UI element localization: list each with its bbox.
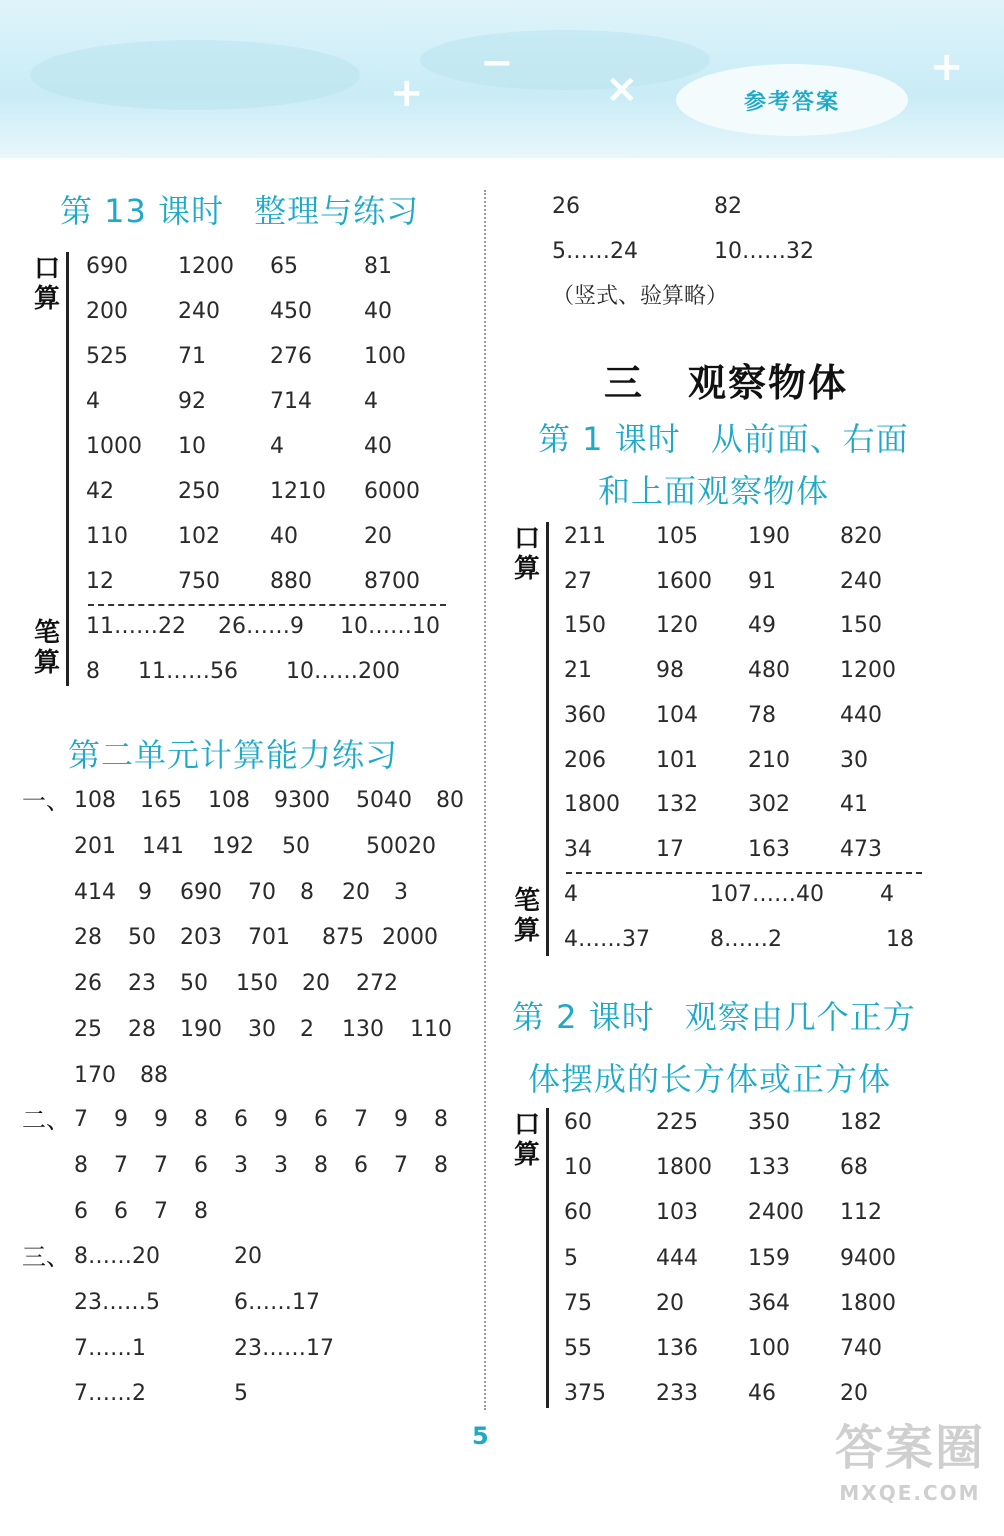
bisuan-char: 笔 <box>33 618 60 648</box>
answer-value: 12 <box>86 569 114 594</box>
answer-value: 150 <box>564 613 606 639</box>
kousuan-char: 口 <box>33 254 60 284</box>
answer-value: 70 <box>248 879 276 905</box>
answer-value: 5……24 <box>552 239 638 264</box>
answer-key-label: 参考答案 <box>743 89 840 115</box>
answer-value: 107……40 <box>710 882 824 907</box>
answer-value: 132 <box>656 792 698 818</box>
answer-value: 203 <box>180 925 222 951</box>
answer-row <box>0 1108 1004 1138</box>
answer-row <box>0 387 1004 417</box>
answer-value: 1600 <box>656 568 712 594</box>
answer-value: 9 <box>114 1107 128 1132</box>
answer-value: 1000 <box>86 434 142 459</box>
part3-prefix: 三、 <box>22 1243 70 1271</box>
answer-value: 350 <box>748 1110 790 1135</box>
answer-value: 18 <box>886 927 914 952</box>
answer-value: 20 <box>656 1290 684 1316</box>
answer-value: 50 <box>180 971 208 997</box>
answer-value: 9 <box>274 1107 288 1132</box>
answer-value: 11……56 <box>138 659 238 684</box>
answer-value: 7……1 <box>74 1335 146 1361</box>
answer-value: 6 <box>194 1152 208 1178</box>
answer-value: 11……22 <box>86 614 186 639</box>
answer-value: 101 <box>656 747 698 773</box>
answer-value: 1800 <box>840 1290 896 1316</box>
header-banner <box>0 0 1004 158</box>
answer-value: 68 <box>840 1155 868 1181</box>
answer-value: 9 <box>138 879 152 905</box>
answer-row <box>0 835 1004 865</box>
answer-value: 2400 <box>748 1200 804 1226</box>
watermark-site: MXQE.COM <box>839 1481 981 1505</box>
answer-value: 880 <box>270 569 312 594</box>
answer-row <box>0 701 1004 731</box>
bisuan-char: 笔 <box>513 886 540 916</box>
answer-value: 4 <box>880 882 894 907</box>
answer-value: 34 <box>564 836 592 862</box>
answer-value: 4 <box>270 434 284 459</box>
answer-value: 192 <box>212 833 254 859</box>
answer-value: 4 <box>86 389 100 414</box>
answer-value: 525 <box>86 344 128 369</box>
answer-value: 49 <box>748 613 776 639</box>
lesson1-topic: 从前面、右面 <box>710 420 909 458</box>
answer-value: 80 <box>436 788 464 813</box>
answer-value: 1800 <box>656 1155 712 1181</box>
answer-value: 3 <box>394 879 408 905</box>
answer-value: 201 <box>74 833 116 859</box>
answer-value: 92 <box>178 389 206 414</box>
answer-value: 1200 <box>840 658 896 684</box>
answer-value: 50 <box>282 833 310 859</box>
lesson1-title <box>538 414 909 460</box>
answer-value: 30 <box>248 1017 276 1042</box>
answer-value: 23……5 <box>74 1289 160 1315</box>
answer-value: 150 <box>236 971 278 997</box>
answer-row <box>0 1198 1004 1228</box>
lesson1-number: 第 1 课时 <box>538 420 681 458</box>
answer-row <box>0 1334 1004 1364</box>
answer-value: 110 <box>86 524 128 549</box>
answer-value: 182 <box>840 1110 882 1135</box>
answer-value: 473 <box>840 836 882 862</box>
answer-value: 108 <box>74 788 116 813</box>
answer-value: 60 <box>564 1110 592 1135</box>
answer-value: 55 <box>564 1336 592 1361</box>
page-number: 5 <box>472 1422 489 1450</box>
answer-value: 210 <box>748 747 790 773</box>
banner-decoration <box>420 30 710 90</box>
answer-value: 26……9 <box>218 614 304 639</box>
answer-value: 1800 <box>564 792 620 818</box>
answer-value: 8……20 <box>74 1244 160 1269</box>
unit3-number: 三 <box>604 361 645 405</box>
part2-prefix: 二、 <box>22 1106 70 1134</box>
unit2-practice-title: 第二单元计算能力练习 <box>68 736 399 774</box>
plus-icon: + <box>930 44 964 90</box>
answer-value: 7……2 <box>74 1381 146 1407</box>
answer-value: 100 <box>364 344 406 369</box>
answer-row <box>0 746 1004 776</box>
watermark-text: 答案圈 <box>834 1420 985 1476</box>
answer-value: 159 <box>748 1245 790 1271</box>
kousuan-char: 算 <box>513 1140 540 1170</box>
answer-row <box>0 192 1004 222</box>
answer-row <box>0 1379 1004 1409</box>
answer-value: 6000 <box>364 479 420 504</box>
answer-value: 26 <box>552 194 580 219</box>
answer-value: 23 <box>128 971 156 997</box>
answer-row <box>0 1244 1004 1274</box>
lesson13-topic: 整理与练习 <box>254 192 420 230</box>
answer-value: 163 <box>748 836 790 862</box>
banner-decoration <box>30 40 360 110</box>
answer-value: 480 <box>748 658 790 684</box>
answer-row <box>0 880 1004 910</box>
answer-value: 8 <box>74 1152 88 1178</box>
answer-value: 71 <box>178 344 206 369</box>
answer-value: 440 <box>840 702 882 728</box>
answer-row <box>0 1289 1004 1319</box>
kousuan-char: 算 <box>513 554 540 584</box>
answer-value: 20 <box>234 1244 262 1269</box>
answer-value: 701 <box>248 925 290 951</box>
answer-value: 40 <box>364 434 392 459</box>
unit3-title <box>604 352 848 407</box>
answer-value: 41 <box>840 792 868 818</box>
answer-value: 6 <box>314 1107 328 1132</box>
section-separator <box>88 604 446 606</box>
answer-value: 165 <box>140 788 182 813</box>
answer-value: 2000 <box>382 925 438 951</box>
answer-value: 8 <box>434 1107 448 1132</box>
answer-value: 136 <box>656 1336 698 1361</box>
answer-value: 82 <box>714 194 742 219</box>
answer-value: 26 <box>74 971 102 997</box>
answer-value: 8 <box>314 1152 328 1178</box>
answer-value: 5 <box>564 1245 578 1271</box>
answer-value: 211 <box>564 524 606 549</box>
answer-value: 8 <box>300 879 314 905</box>
watermark <box>820 1418 1000 1528</box>
omitted-note: （竖式、验算略） <box>552 284 729 309</box>
answer-value: 40 <box>270 524 298 549</box>
answer-value: 112 <box>840 1200 882 1226</box>
answer-value: 108 <box>208 788 250 813</box>
answer-value: 40 <box>364 299 392 324</box>
answer-value: 240 <box>178 299 220 324</box>
answer-value: 240 <box>840 568 882 594</box>
answer-value: 110 <box>410 1017 452 1042</box>
part1-prefix: 一、 <box>22 787 70 815</box>
answer-value: 141 <box>142 833 184 859</box>
answer-value: 3 <box>234 1152 248 1178</box>
answer-value: 414 <box>74 879 116 905</box>
answer-value: 190 <box>748 524 790 549</box>
lesson2-topic: 观察由几个正方 <box>684 998 916 1036</box>
lesson13-number: 第 13 课时 <box>60 192 225 230</box>
answer-value: 450 <box>270 299 312 324</box>
answer-value: 375 <box>564 1381 606 1407</box>
answer-value: 8……2 <box>710 927 782 952</box>
answer-row <box>0 237 1004 267</box>
kousuan-char: 口 <box>513 524 540 554</box>
answer-value: 444 <box>656 1245 698 1271</box>
answer-value: 150 <box>840 613 882 639</box>
answer-value: 78 <box>748 702 776 728</box>
answer-value: 25 <box>74 1017 102 1042</box>
answer-value: 7 <box>394 1152 408 1178</box>
answer-value: 6 <box>234 1107 248 1132</box>
lesson2-number: 第 2 课时 <box>512 998 655 1036</box>
answer-value: 9400 <box>840 1245 896 1271</box>
answer-value: 120 <box>656 613 698 639</box>
answer-value: 8 <box>194 1107 208 1132</box>
answer-value: 7 <box>154 1198 168 1224</box>
answer-value: 20 <box>342 879 370 905</box>
answer-value: 102 <box>178 524 220 549</box>
answer-value: 20 <box>302 971 330 997</box>
answer-value: 30 <box>840 747 868 773</box>
answer-value: 6 <box>74 1198 88 1224</box>
answer-value: 1200 <box>178 254 234 279</box>
lesson1-title-line2: 和上面观察物体 <box>598 472 830 510</box>
answer-value: 820 <box>840 524 882 549</box>
answer-value: 23……17 <box>234 1335 334 1361</box>
answer-row <box>0 790 1004 820</box>
answer-row <box>0 342 1004 372</box>
answer-value: 105 <box>656 524 698 549</box>
lesson2-title-line2: 体摆成的长方体或正方体 <box>528 1060 892 1098</box>
answer-value: 4……37 <box>564 927 650 952</box>
answer-row <box>0 297 1004 327</box>
answer-value: 10……10 <box>340 614 440 639</box>
answer-value: 206 <box>564 747 606 773</box>
answer-value: 50 <box>128 925 156 951</box>
answer-value: 360 <box>564 702 606 728</box>
answer-value: 7 <box>354 1107 368 1132</box>
answer-value: 4 <box>364 389 378 414</box>
answer-value: 10……32 <box>714 239 814 264</box>
answer-value: 7 <box>114 1152 128 1178</box>
answer-value: 9300 <box>274 788 330 813</box>
answer-value: 276 <box>270 344 312 369</box>
answer-value: 8700 <box>364 569 420 594</box>
answer-value: 6 <box>354 1152 368 1178</box>
kousuan-char: 口 <box>513 1110 540 1140</box>
answer-value: 714 <box>270 389 312 414</box>
answer-value: 3 <box>274 1152 288 1178</box>
answer-value: 91 <box>748 568 776 594</box>
answer-value: 5040 <box>356 788 412 813</box>
answer-value: 88 <box>140 1062 168 1088</box>
kousuan-char: 算 <box>33 284 60 314</box>
answer-row <box>0 925 1004 955</box>
answer-value: 5 <box>234 1381 248 1407</box>
answer-value: 20 <box>408 833 436 859</box>
answer-value: 8 <box>86 659 100 684</box>
answer-value: 75 <box>564 1290 592 1316</box>
answer-value: 10……200 <box>286 659 400 684</box>
plus-icon: + <box>390 70 424 116</box>
answer-value: 133 <box>748 1155 790 1181</box>
answer-value: 690 <box>180 879 222 905</box>
answer-value: 302 <box>748 792 790 818</box>
unit3-topic: 观察物体 <box>688 361 849 405</box>
answer-value: 1210 <box>270 479 326 504</box>
answer-value: 46 <box>748 1381 776 1407</box>
answer-value: 4 <box>564 882 578 907</box>
answer-value: 104 <box>656 702 698 728</box>
answer-value: 20 <box>840 1381 868 1407</box>
answer-value: 250 <box>178 479 220 504</box>
answer-value: 81 <box>364 254 392 279</box>
section-separator <box>566 872 922 874</box>
answer-row <box>0 477 1004 507</box>
answer-value: 7 <box>74 1107 88 1132</box>
answer-value: 28 <box>128 1017 156 1042</box>
answer-value: 65 <box>270 254 298 279</box>
answer-value: 10 <box>178 434 206 459</box>
answer-value: 7 <box>154 1152 168 1178</box>
answer-row <box>0 656 1004 686</box>
minus-icon: − <box>480 40 514 86</box>
answer-value: 17 <box>656 836 684 862</box>
bisuan-char: 算 <box>33 648 60 678</box>
answer-row <box>0 567 1004 597</box>
answer-value: 60 <box>564 1200 592 1226</box>
answer-value: 9 <box>154 1107 168 1132</box>
answer-value: 130 <box>342 1017 384 1042</box>
answer-value: 8 <box>194 1198 208 1224</box>
answer-value: 233 <box>656 1381 698 1407</box>
answer-value: 364 <box>748 1290 790 1316</box>
answer-row <box>0 1153 1004 1183</box>
answer-value: 272 <box>356 971 398 997</box>
answer-value: 21 <box>564 658 592 684</box>
answer-value: 8 <box>434 1152 448 1178</box>
answer-value: 42 <box>86 479 114 504</box>
answer-value: 100 <box>748 1336 790 1361</box>
answer-value: 170 <box>74 1062 116 1088</box>
bisuan-char: 算 <box>513 916 540 946</box>
answer-value: 6……17 <box>234 1289 320 1315</box>
answer-value: 6 <box>114 1198 128 1224</box>
answer-value: 20 <box>364 524 392 549</box>
answer-value: 200 <box>86 299 128 324</box>
answer-value: 225 <box>656 1110 698 1135</box>
answer-value: 103 <box>656 1200 698 1226</box>
answer-key-badge <box>676 64 908 136</box>
answer-value: 9 <box>394 1107 408 1132</box>
answer-value: 750 <box>178 569 220 594</box>
lesson2-title <box>512 992 916 1038</box>
answer-value: 10 <box>564 1155 592 1181</box>
answer-value: 875 <box>322 925 364 951</box>
answer-value: 27 <box>564 568 592 594</box>
answer-row <box>0 522 1004 552</box>
answer-value: 28 <box>74 925 102 951</box>
answer-value: 98 <box>656 658 684 684</box>
answer-value: 740 <box>840 1336 882 1361</box>
answer-value: 690 <box>86 254 128 279</box>
answer-value: 500 <box>366 833 408 859</box>
answer-value: 2 <box>300 1017 314 1042</box>
answer-row <box>0 611 1004 641</box>
times-icon: × <box>605 66 639 112</box>
answer-value: 190 <box>180 1017 222 1042</box>
